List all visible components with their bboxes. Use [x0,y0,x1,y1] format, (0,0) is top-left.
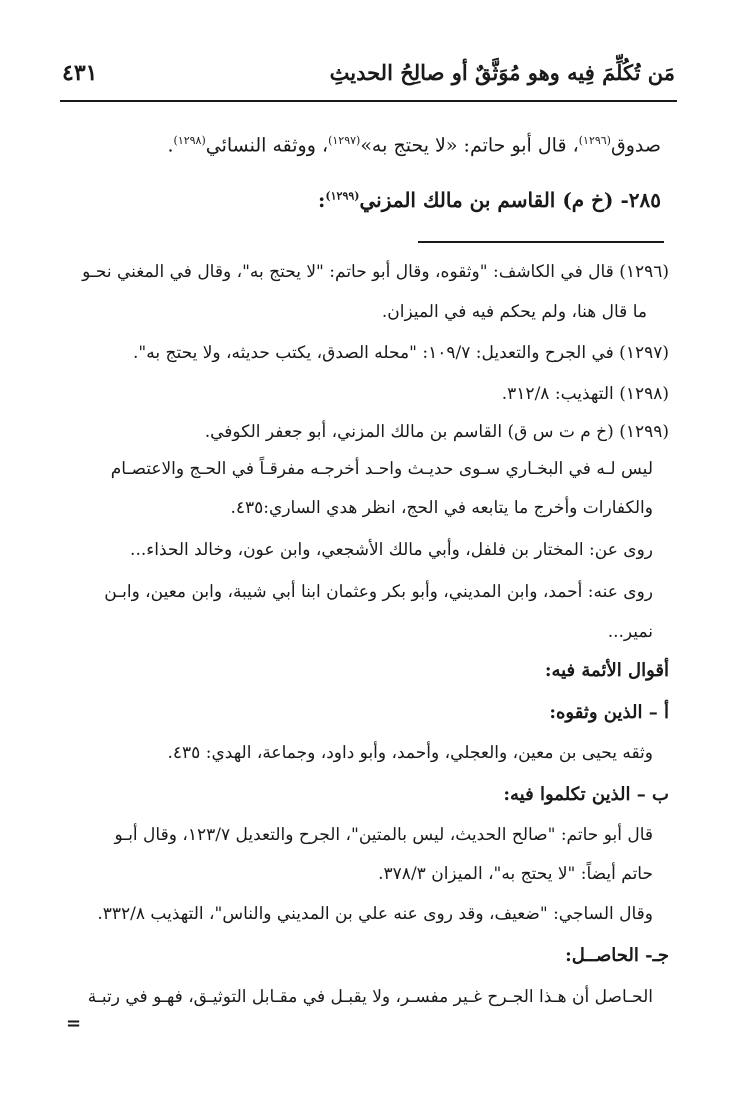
footnote-line: نمير... [607,622,653,642]
footnote-ref: (١٢٩٩) [325,189,360,203]
entry-title [318,188,661,212]
entry-title-colon: : [318,188,326,212]
footnote-line: روى عن: المختار بن فلفل، وأبي مالك الأشجعي، وابن عون، وخالد الحذاء... [130,540,653,560]
footnote-line: حاتم أيضاً: "لا يحتج به"، الميزان ٣٧٨/٣. [378,864,653,884]
main-text-part: . [167,134,174,157]
section-heading: جـ- الحاصــل: [565,945,669,966]
footnote-line: ما قال هنا، ولم يحكم فيه في الميزان. [381,302,647,322]
footnote-line: (١٢٩٩) (خ م ت س ق) القاسم بن مالك المزني، أبو جعفر الكوفي. [204,422,669,442]
main-text-line [167,134,661,156]
footnote-line: والكفارات وأخرج ما يتابعه في الحج، انظر هدي الساري:٤٣٥. [230,498,653,518]
footnote-line: (١٢٩٦) قال في الكاشف: "وثقوه، وقال أبو حاتم: "لا يحتج به"، وقال في المغني نحـو [82,262,669,282]
footnote-line: روى عنه: أحمد، وابن المديني، وأبو بكر وعثمان ابنا أبي شيبة، وابن معين، وابـن [104,582,653,602]
footnote-line: ليس لـه في البخـاري سـوى حديـث واحـد أخرجـه مفرقـاً في الحـج والاعتصـام [110,459,653,479]
running-header-title: مَن تُكُلِّمَ فِيه وهو مُوَثَّقٌ أو صالِحُ الحديثِ [329,60,675,85]
entry-title-text: ٢٨٥- (خ م) القاسم بن مالك المزني [359,188,661,212]
footnote-line: قال أبو حاتم: "صالح الحديث، ليس بالمتين"، الجرح والتعديل ١٢٣/٧، وقال أبـو [114,825,653,845]
footnote-ref: (١٢٩٨) [173,134,206,147]
main-text-part: صدوق [610,134,661,157]
header-rule [60,100,677,102]
footnote-line: وقال الساجي: "ضعيف، وقد روى عنه علي بن المديني والناس"، التهذيب ٣٣٢/٨. [97,904,653,924]
footnote-line: (١٢٩٧) في الجرح والتعديل: ١٠٩/٧: "محله الصدق، يكتب حديثه، ولا يحتج به". [133,343,669,363]
footnote-ref: (١٢٩٧) [328,134,361,147]
footnote-separator [418,241,664,243]
section-heading: أقوال الأئمة فيه: [544,660,669,681]
footnote-line: وثقه يحيى بن معين، والعجلي، وأحمد، وأبو داود، وجماعة، الهدي: ٤٣٥. [167,743,653,763]
main-text-part: ، ووثقه النسائي [205,134,329,157]
main-text-part: ، قال أبو حاتم: «لا يحتج به» [360,134,579,157]
section-heading: ب – الذين تكلموا فيه: [503,784,669,805]
page-number: ٤٣١ [62,60,98,86]
section-heading: أ – الذين وثقوه: [549,702,669,723]
footnote-line: الحـاصل أن هـذا الجـرح غـير مفسـر، ولا يقبـل في مقـابل التوثيـق، فهـو في رتبـة [87,987,653,1007]
continuation-mark: = [66,1013,82,1034]
footnote-line: (١٢٩٨) التهذيب: ٣١٢/٨. [501,384,669,404]
footnote-ref: (١٢٩٦) [578,134,611,147]
